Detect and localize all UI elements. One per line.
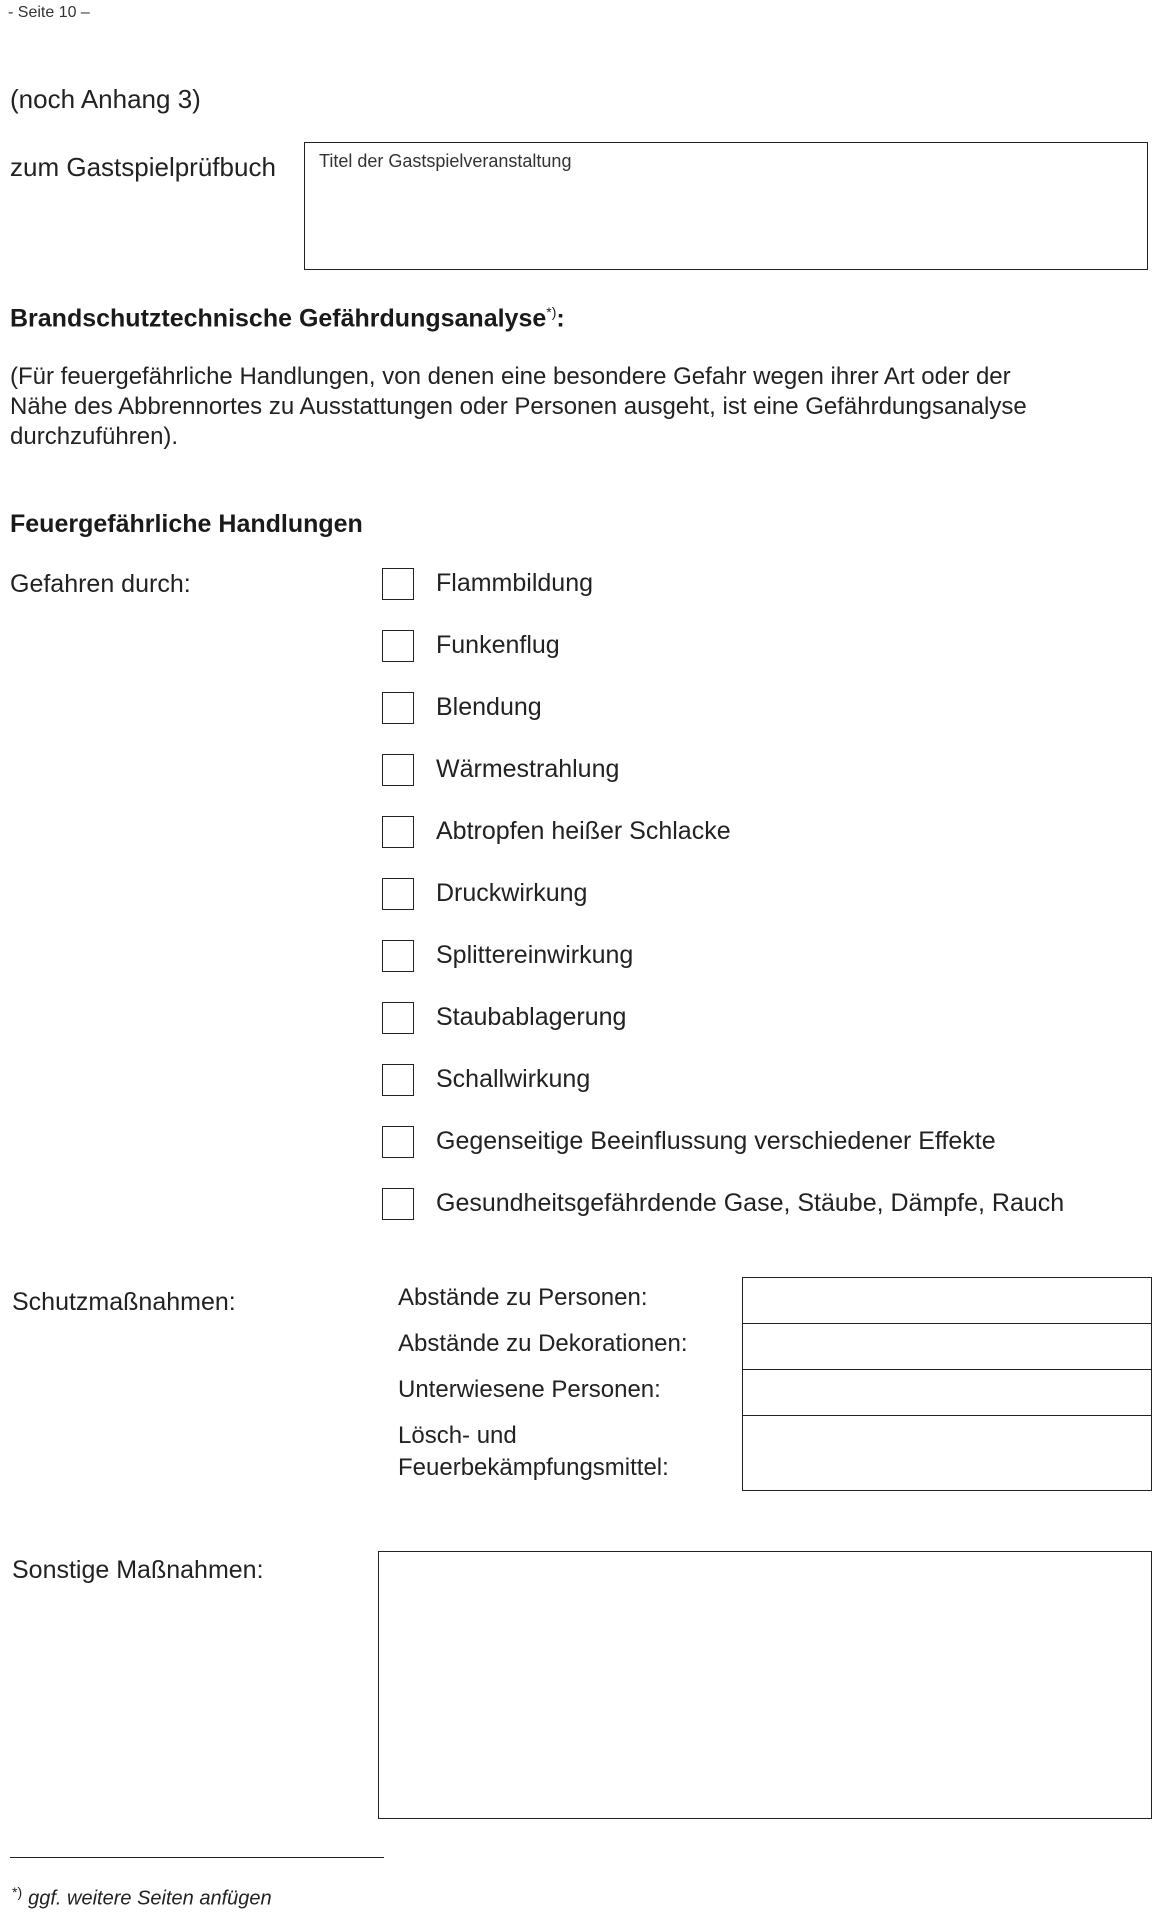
hazard-label: Abtropfen heißer Schlacke: [436, 817, 731, 845]
hazard-item: [382, 1000, 1064, 1062]
instructed-persons-label: Unterwiesene Personen:: [398, 1376, 661, 1403]
extinguishing-means-label-line2: Feuerbekämpfungsmittel:: [398, 1454, 669, 1481]
protective-measures-table: [742, 1277, 1152, 1491]
hazard-checkbox[interactable]: [382, 1064, 414, 1096]
distance-to-decorations-label: Abstände zu Dekorationen:: [398, 1330, 688, 1357]
distance-to-decorations-field[interactable]: [743, 1324, 1151, 1370]
hazard-checkbox[interactable]: [382, 816, 414, 848]
other-measures-label: Sonstige Maßnahmen:: [12, 1556, 264, 1584]
hazardous-actions-heading: Feuergefährliche Handlungen: [10, 510, 363, 538]
footnote-text: ggf. weitere Seiten anfügen: [28, 1887, 272, 1910]
hazard-label: Flammbildung: [436, 569, 594, 597]
hazard-label: Schallwirkung: [436, 1065, 591, 1093]
analysis-intro-line: (Für feuergefährliche Handlungen, von denen eine besondere Gefahr wegen ihrer Art oder der: [10, 363, 1011, 390]
extinguishing-means-label-line1: Lösch- und: [398, 1422, 517, 1449]
hazard-checkbox[interactable]: [382, 1126, 414, 1158]
distance-to-persons-field[interactable]: [743, 1278, 1151, 1324]
hazard-item: [382, 628, 1064, 690]
hazard-item: [382, 876, 1064, 938]
analysis-intro-line: Nähe des Abbrennortes zu Ausstattungen oder Personen ausgeht, ist eine Gefährdungsanalyse: [10, 393, 1027, 420]
analysis-heading-text: Brandschutztechnische Gefährdungsanalyse: [10, 304, 547, 333]
hazard-item: [382, 752, 1064, 814]
hazard-item: [382, 1124, 1064, 1186]
hazard-checkbox[interactable]: [382, 878, 414, 910]
hazard-label: Gesundheitsgefährdende Gase, Stäube, Dämpfe, Rauch: [436, 1189, 1065, 1217]
hazard-label: Gegenseitige Beeinflussung verschiedener Effekte: [436, 1127, 996, 1155]
page-number: - Seite 10 –: [8, 4, 90, 21]
protective-measures-label: Schutzmaßnahmen:: [12, 1288, 236, 1316]
hazard-checkbox[interactable]: [382, 692, 414, 724]
hazard-label: Blendung: [436, 693, 542, 721]
hazard-label: Staubablagerung: [436, 1003, 627, 1031]
footnote-divider: [10, 1857, 384, 1858]
footnote-marker: *): [12, 1884, 23, 1900]
hazard-item: [382, 1062, 1064, 1124]
hazard-checkbox[interactable]: [382, 1188, 414, 1220]
hazard-item: [382, 814, 1064, 876]
distance-to-persons-label: Abstände zu Personen:: [398, 1284, 648, 1311]
hazard-checklist: [382, 566, 1064, 1248]
hazard-label: Druckwirkung: [436, 879, 588, 907]
appendix-reference: (noch Anhang 3): [10, 84, 201, 114]
hazard-checkbox[interactable]: [382, 1002, 414, 1034]
analysis-heading-colon: :: [556, 304, 565, 333]
hazards-label: Gefahren durch:: [10, 570, 191, 598]
hazard-item: [382, 938, 1064, 1000]
event-title-field-label: Titel der Gastspielveranstaltung: [319, 151, 572, 171]
hazard-label: Funkenflug: [436, 631, 560, 659]
event-title-field[interactable]: [304, 142, 1148, 270]
analysis-heading-footnote-marker: *): [546, 304, 557, 320]
hazard-label: Wärmestrahlung: [436, 755, 620, 783]
analysis-heading: [10, 304, 565, 333]
footnote: [12, 1884, 272, 1911]
hazard-item: [382, 690, 1064, 752]
extinguishing-means-field[interactable]: [743, 1416, 1151, 1490]
hazard-item: [382, 1186, 1064, 1248]
hazard-checkbox[interactable]: [382, 630, 414, 662]
other-measures-field[interactable]: [378, 1551, 1152, 1819]
instructed-persons-field[interactable]: [743, 1370, 1151, 1416]
guest-performance-book-label: zum Gastspielprüfbuch: [10, 152, 276, 182]
analysis-intro: [10, 362, 1150, 452]
analysis-intro-line: durchzuführen).: [10, 423, 179, 450]
hazard-label: Splittereinwirkung: [436, 941, 634, 969]
hazard-checkbox[interactable]: [382, 754, 414, 786]
hazard-checkbox[interactable]: [382, 940, 414, 972]
hazard-item: [382, 566, 1064, 628]
hazard-checkbox[interactable]: [382, 568, 414, 600]
